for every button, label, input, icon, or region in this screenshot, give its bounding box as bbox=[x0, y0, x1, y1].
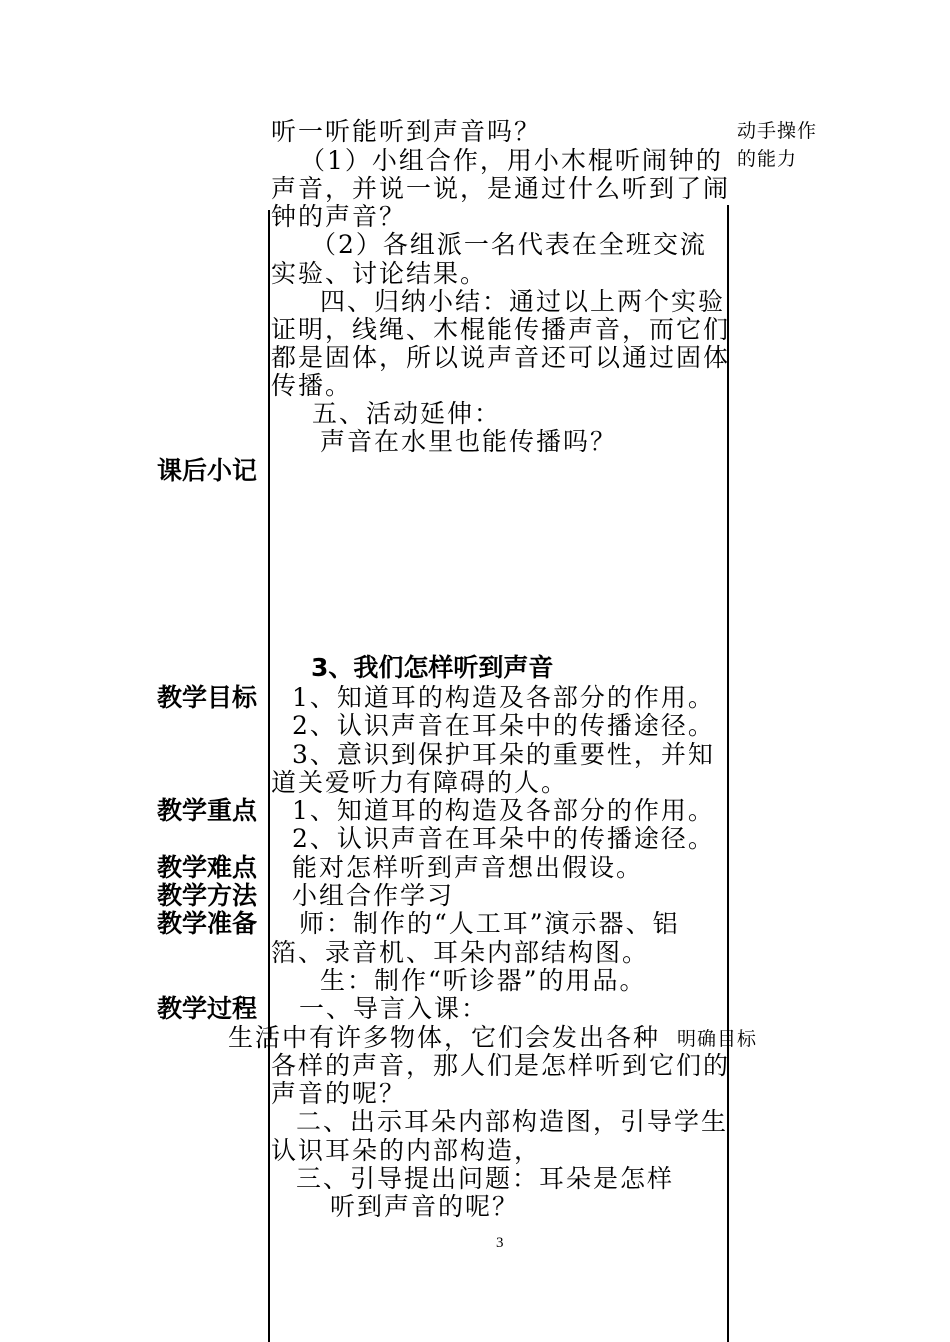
text-line: （2）各组派一名代表在全班交流 bbox=[311, 230, 707, 259]
process-line: 一、导言入课： bbox=[299, 994, 489, 1023]
text-line: 四、归纳小结：通过以上两个实验 bbox=[320, 287, 726, 316]
key-label: 教学重点 bbox=[157, 796, 258, 825]
page-number: 3 bbox=[496, 1235, 504, 1251]
prep-line: 师：制作的“人工耳”演示器、铝 bbox=[299, 909, 680, 938]
right-column-border bbox=[727, 205, 729, 1342]
goal-line: 2、认识声音在耳朵中的传播途径。 bbox=[292, 711, 715, 740]
method-label: 教学方法 bbox=[157, 881, 258, 910]
process-line: 听到声音的呢？ bbox=[330, 1192, 520, 1221]
key-line: 1、知道耳的构造及各部分的作用。 bbox=[292, 796, 715, 825]
process-line: 三、引导提出问题：耳朵是怎样 bbox=[296, 1164, 675, 1193]
process-note: 明确目标 bbox=[677, 1028, 758, 1050]
text-line: 声音，并说一说，是通过什么听到了闹 bbox=[271, 174, 731, 203]
text-line: 实验、讨论结果。 bbox=[271, 259, 488, 288]
text-line: 证明，线绳、木棍能传播声音，而它们 bbox=[271, 315, 731, 344]
process-line: 生活中有许多物体，它们会发出各种 bbox=[228, 1023, 661, 1052]
text-line: 都是固体，所以说声音还可以通过固体 bbox=[271, 343, 731, 372]
difficulty-text: 能对怎样听到声音想出假设。 bbox=[292, 853, 644, 882]
process-line: 各样的声音，那人们是怎样听到它们的 bbox=[271, 1051, 731, 1080]
after-class-label: 课后小记 bbox=[157, 456, 258, 485]
method-text: 小组合作学习 bbox=[292, 881, 455, 910]
goal-line: 道关爱听力有障碍的人。 bbox=[271, 768, 569, 797]
text-line: 声音在水里也能传播吗？ bbox=[320, 427, 618, 456]
key-line: 2、认识声音在耳朵中的传播途径。 bbox=[292, 824, 715, 853]
prep-line: 箔、录音机、耳朵内部结构图。 bbox=[271, 938, 650, 967]
process-label: 教学过程 bbox=[157, 994, 258, 1023]
side-note: 动手操作 bbox=[737, 120, 818, 142]
goal-line: 3、意识到保护耳朵的重要性，并知 bbox=[292, 740, 715, 769]
process-line: 认识耳朵的内部构造， bbox=[271, 1136, 542, 1165]
goal-label: 教学目标 bbox=[157, 683, 258, 712]
prep-label: 教学准备 bbox=[157, 909, 258, 938]
process-line: 声音的呢？ bbox=[271, 1079, 407, 1108]
side-note: 的能力 bbox=[737, 148, 798, 170]
prep-line: 生：制作“听诊器”的用品。 bbox=[320, 966, 647, 995]
text-line: （1）小组合作，用小木棍听闹钟的 bbox=[300, 146, 723, 175]
text-line: 听一听能听到声音吗？ bbox=[271, 117, 542, 146]
lesson-title: 3、我们怎样听到声音 bbox=[311, 653, 554, 682]
left-column-border bbox=[268, 210, 270, 1342]
text-line: 传播。 bbox=[271, 371, 353, 400]
process-line: 二、出示耳朵内部构造图，引导学生 bbox=[296, 1107, 729, 1136]
text-line: 五、活动延伸： bbox=[312, 399, 502, 428]
text-line: 钟的声音？ bbox=[271, 202, 407, 231]
goal-line: 1、知道耳的构造及各部分的作用。 bbox=[292, 683, 715, 712]
difficulty-label: 教学难点 bbox=[157, 853, 258, 882]
